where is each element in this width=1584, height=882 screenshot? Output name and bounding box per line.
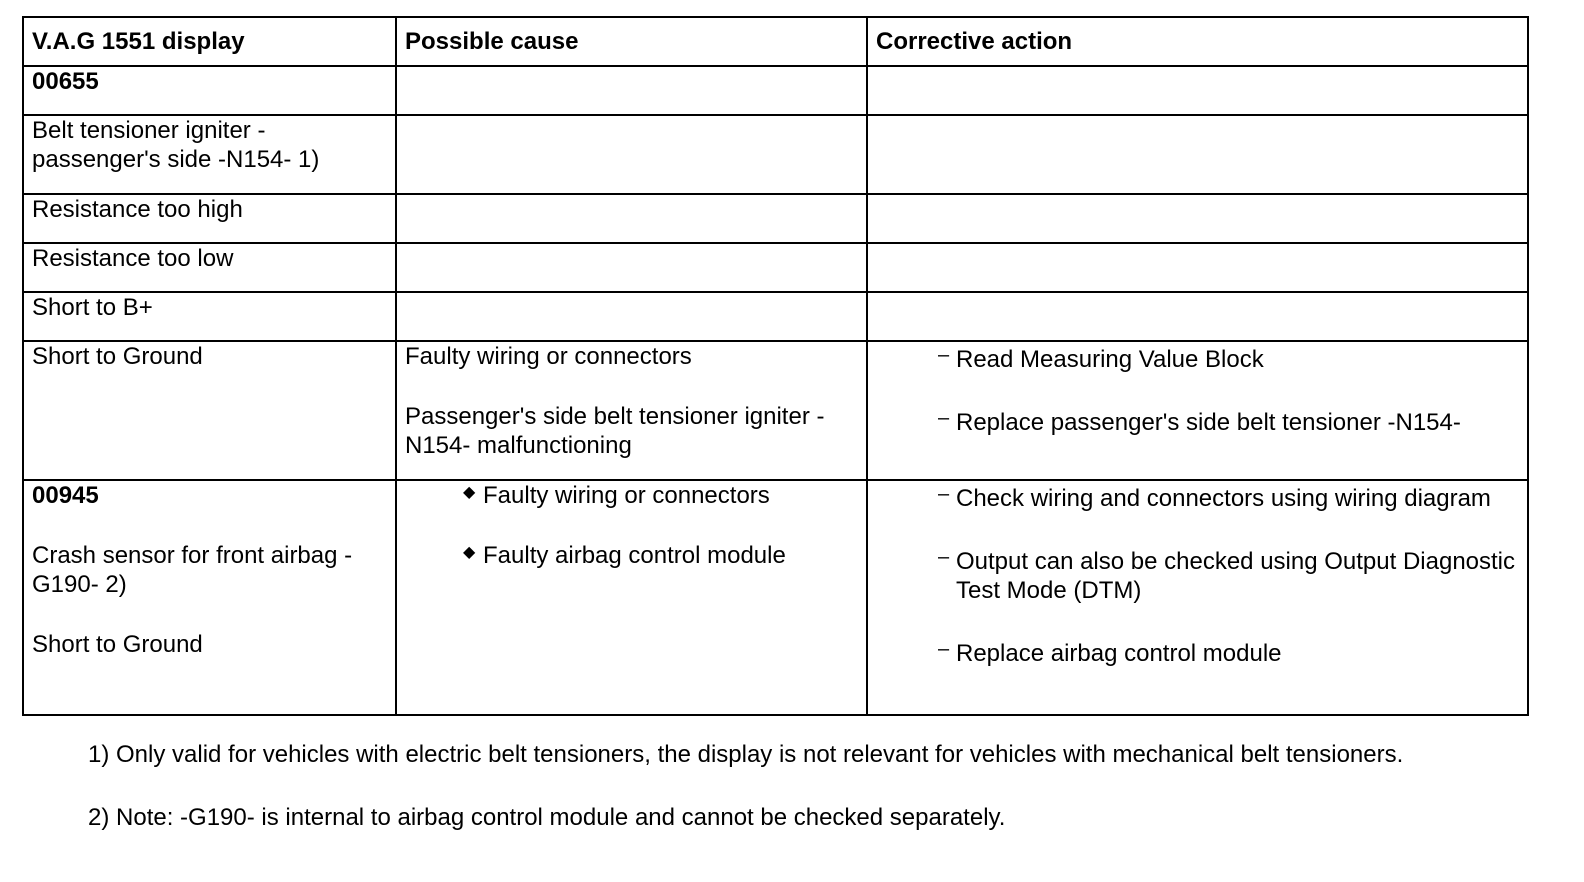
cause-item <box>405 481 858 510</box>
empty-cell <box>396 292 867 341</box>
table-row <box>23 194 1528 243</box>
empty-cell <box>867 115 1528 194</box>
fault-resistance-low: Resistance too low <box>23 243 396 292</box>
fault-short-bplus: Short to B+ <box>23 292 396 341</box>
action-text: Replace airbag control module <box>956 640 1282 667</box>
dash-marker: – <box>938 546 950 568</box>
cause-text: Faulty wiring or connectors <box>483 482 770 509</box>
header-corrective-action: Corrective action <box>867 17 1528 66</box>
action-item <box>876 408 1519 437</box>
fault-short-ground: Short to Ground <box>32 631 203 658</box>
component-name: Crash sensor for front airbag - G190- 2) <box>32 542 353 598</box>
cause-text: Passenger's side belt tensioner igniter -N154- malfunctioning <box>405 403 825 459</box>
action-item <box>876 639 1519 668</box>
dash-marker: – <box>938 344 950 366</box>
empty-cell <box>396 66 867 115</box>
empty-cell <box>867 292 1528 341</box>
table-row <box>23 341 1528 480</box>
cause-text: Faulty wiring or connectors <box>405 343 692 370</box>
table-row <box>23 115 1528 194</box>
causes-cell <box>396 480 867 715</box>
action-item <box>876 484 1519 513</box>
diamond-bullet-icon: ◆ <box>463 544 476 561</box>
dash-marker: – <box>938 483 950 505</box>
component-line-1: Belt tensioner igniter - <box>32 117 266 144</box>
dash-marker: – <box>938 407 950 429</box>
action-text: Check wiring and connectors using wiring diagram <box>956 485 1491 512</box>
empty-cell <box>867 243 1528 292</box>
empty-cell <box>867 194 1528 243</box>
table-row <box>23 292 1528 341</box>
header-possible-cause: Possible cause <box>396 17 867 66</box>
fault-code-00945: 00945 <box>32 482 99 509</box>
action-text: Output can also be checked using Output Diagnostic Test Mode (DTM) <box>956 548 1516 604</box>
display-cell-00945 <box>23 480 396 715</box>
table-row <box>23 480 1528 715</box>
fault-short-ground: Short to Ground <box>23 341 396 480</box>
diamond-bullet-icon: ◆ <box>463 484 476 501</box>
cause-item <box>405 541 858 570</box>
empty-cell <box>396 243 867 292</box>
actions-cell <box>867 341 1528 480</box>
dash-marker: – <box>938 638 950 660</box>
table-row <box>23 243 1528 292</box>
empty-cell <box>396 115 867 194</box>
action-text: Replace passenger's side belt tensioner -N154- <box>956 409 1461 436</box>
component-line-2: passenger's side -N154- 1) <box>32 146 320 173</box>
footnotes <box>88 740 1458 832</box>
fault-resistance-high: Resistance too high <box>23 194 396 243</box>
empty-cell <box>867 66 1528 115</box>
header-vag-display: V.A.G 1551 display <box>23 17 396 66</box>
empty-cell <box>396 194 867 243</box>
table-row <box>23 66 1528 115</box>
footnote-2: 2) Note: -G190- is internal to airbag control module and cannot be checked separately. <box>88 804 1006 831</box>
component-name-cell <box>23 115 396 194</box>
table-header-row <box>23 17 1528 66</box>
action-item <box>876 345 1519 374</box>
causes-cell <box>396 341 867 480</box>
action-text: Read Measuring Value Block <box>956 346 1264 373</box>
action-item <box>876 547 1519 605</box>
actions-cell <box>867 480 1528 715</box>
footnote-1: 1) Only valid for vehicles with electric belt tensioners, the display is not relevant for vehicles with mechanical belt tensioners. <box>88 741 1404 768</box>
cause-text: Faulty airbag control module <box>483 542 786 569</box>
fault-code-00655: 00655 <box>23 66 396 115</box>
fault-table <box>22 16 1529 716</box>
